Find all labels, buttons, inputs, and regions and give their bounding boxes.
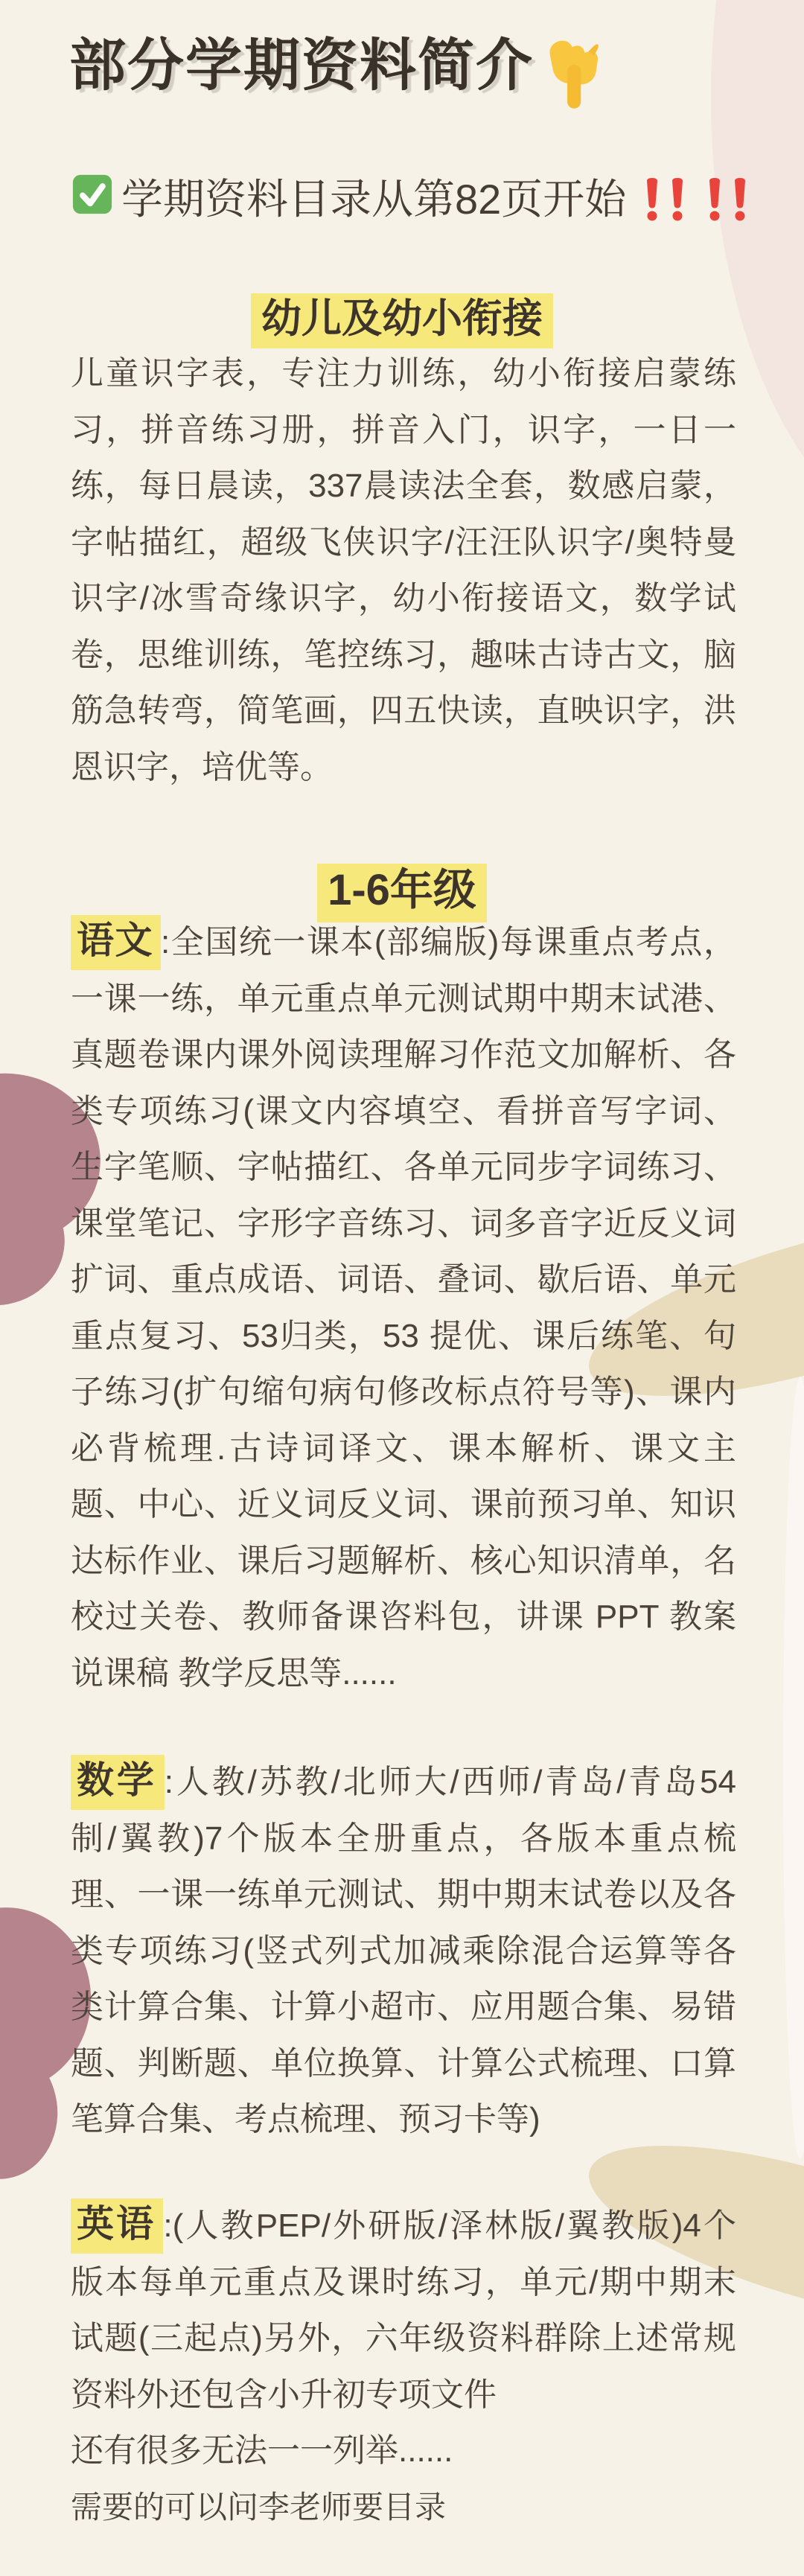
math-subject-label: 数学 [71,1755,165,1810]
contact-note: 需要的可以问李老师要目录 [71,2489,447,2525]
text-line: 达标作业、课后习题解析、核心知识清单，名 [71,1542,736,1579]
text-line: 生字笔顺、字帖描红、各单元同步字词练习、 [71,1149,736,1185]
text-line: 子练习(扩句缩句病句修改标点符号等)、课内 [71,1374,736,1410]
section-heading-preschool [0,293,804,348]
text-line: 题、中心、近义词反义词、课前预习单、知识 [71,1486,736,1523]
english-first-line-text: :(人教PEP/外研版/泽林版/翼教版)4个 [163,2207,737,2244]
english-tail-lines [71,2367,736,2479]
chinese-first-line-text: :全国统一课本(部编版)每课重点考点， [161,924,736,960]
text-line: 重点复习、53归类，53 提优、课后练笔、句 [71,1317,736,1354]
text-line: 类专项练习(竖式列式加减乘除混合运算等各 [71,1932,736,1969]
grades-heading-badge: 1-6年级 [317,864,487,922]
chinese-paragraph [71,914,736,1701]
text-line: 习，拼音练习册，拼音入门，识字，一日一 [71,411,736,448]
text-line: 试题(三起点)另外，六年级资料群除上述常规 [71,2320,736,2356]
text-line: 真题卷课内课外阅读理解习作范文加解析、各 [71,1036,736,1073]
english-lines [71,2254,736,2367]
text-line: 说课稿 教学反思等...... [71,1654,397,1692]
english-subject-label: 英语 [71,2199,163,2254]
decor-white-edge [783,1377,804,2159]
point-down-icon [543,60,604,123]
text-line: 笔算合集、考点梳理、预习卡等) [71,2101,540,2137]
text-line: 版本每单元重点及课时练习，单元/期中期末 [71,2263,736,2301]
text-line: 卷，思维训练，笔控练习，趣味古诗古文，脑 [71,636,736,673]
double-exclamation-icon [641,178,689,221]
math-lines [71,1811,736,2148]
text-line: 字帖描红，超级飞侠识字/汪汪队识字/奥特曼 [71,523,736,561]
text-line: 制/翼教)7个版本全册重点，各版本重点梳 [71,1820,736,1857]
double-exclamation-icon [704,178,751,221]
text-line: 一课一练，单元重点单元测试期中期末试港、 [71,980,736,1017]
math-first-line [71,1754,736,1811]
text-line: 筋急转弯，简笔画，四五快读，直映识字，洪 [71,692,736,729]
english-first-line [71,2198,736,2254]
page-title [69,33,604,126]
math-first-line-text: :人教/苏教/北师大/西师/青岛/青岛54 [164,1764,736,1800]
text-line: 恩识字，培优等。 [71,748,333,785]
english-paragraph [71,2198,736,2535]
text-line: 还有很多无法一一列举...... [71,2432,453,2469]
text-line: 儿童识字表，专注力训练，幼小衔接启蒙练 [71,355,736,392]
notice-text: 学期资料目录从第82页开始 [121,175,627,223]
math-paragraph [71,1754,736,2148]
text-line: 类专项练习(课文内容填空、看拼音写字词、 [71,1092,736,1129]
text-line: 资料外还包含小升初专项文件 [71,2376,497,2413]
text-line: 课堂笔记、字形字音练习、词多音字近反义词 [71,1205,736,1242]
chinese-subject-label: 语文 [71,915,161,970]
text-line: 理、一课一练单元测试、期中期末试卷以及各 [71,1876,736,1913]
notice-line [71,173,751,226]
text-line: 识字/冰雪奇缘识字，幼小衔接语文，数学试 [71,580,736,616]
preschool-paragraph [71,345,736,795]
text-line: 题、判断题、单位换算、计算公式梳理、口算 [71,2044,736,2082]
text-line: 类计算合集、计算小超市、应用题合集、易错 [71,1989,736,2025]
text-line: 练，每日晨读，337晨读法全套，数感启蒙， [71,468,736,504]
text-line: 必背梳理.古诗词译文、课本解析、课文主 [71,1429,736,1467]
chinese-first-line [71,914,736,971]
text-line: 扩词、重点成语、词语、叠词、歇后语、单元 [71,1261,736,1298]
page-title-text: 部分学期资料简介 [69,35,534,98]
preschool-heading-badge: 幼儿及幼小衔接 [251,293,553,348]
check-icon [71,173,114,226]
chinese-lines [71,971,736,1702]
text-line: 校过关卷、教师备课咨料包，讲课 PPT 教案 [71,1598,736,1635]
